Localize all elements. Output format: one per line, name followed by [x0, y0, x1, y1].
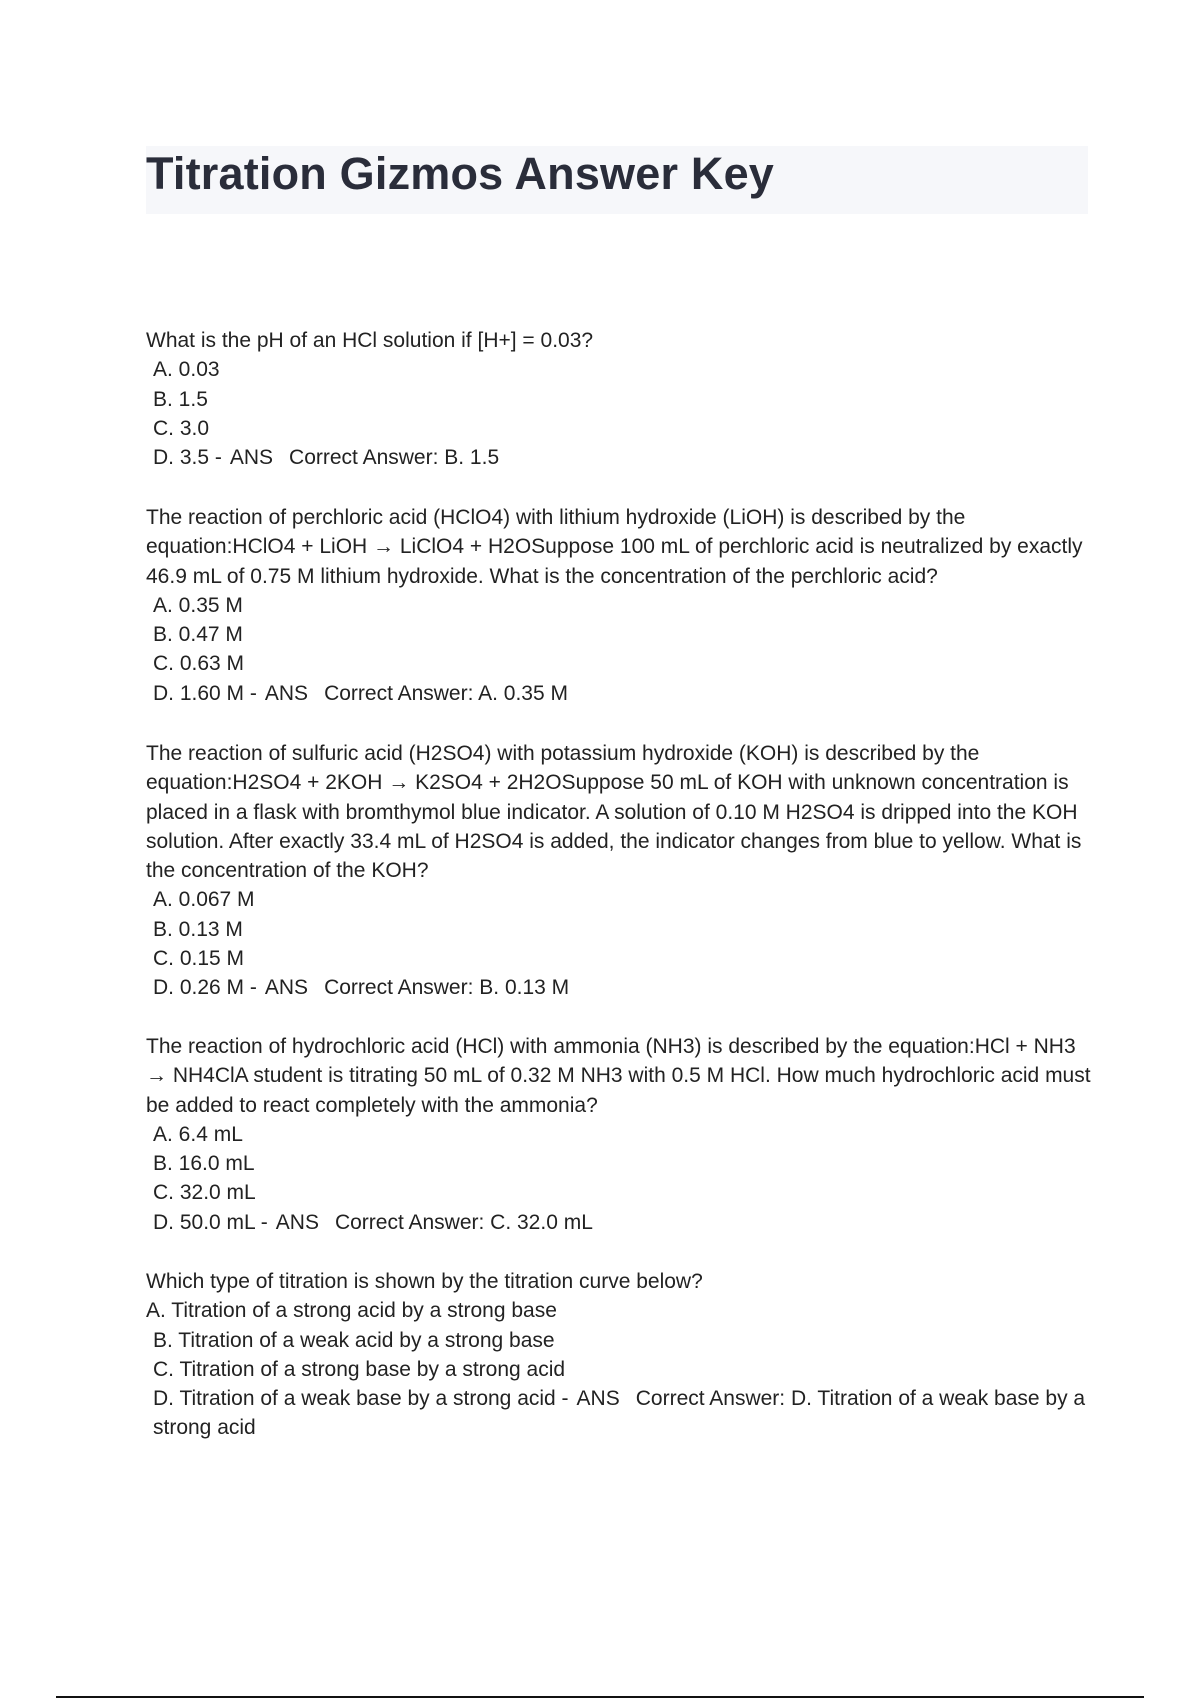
option-b: B. Titration of a weak acid by a strong base: [153, 1328, 555, 1352]
correct-answer: Correct Answer: A. 0.35 M: [324, 681, 568, 705]
option-c: C. Titration of a strong base by a strong acid: [153, 1357, 566, 1381]
ans-label: ANS: [275, 1210, 319, 1234]
ans-label: ANS: [264, 976, 309, 1000]
question-text: The reaction of sulfuric acid (H2SO4) with potassium hydroxide (KOH) is described by the equation:H2SO4 + 2KOH → K2SO4 + 2H2OSuppose 50 mL of KOH with unknown concentration is placed in a flask with bromthymol blue indicator. A solution of 0.10 M H2SO4 is dripped into the KOH solution. After exactly 33.4 mL of H2SO4 is added, the indicator changes from blue to yellow. What is the concentration of the KOH?: [146, 742, 1088, 883]
question-text: The reaction of hydrochloric acid (HCl) with ammonia (NH3) is described by the equation:HCl + NH3 → NH4ClA student is titrating 50 mL of 0.32 M NH3 with 0.5 M HCl. How much hydrochloric acid must be added to react completely with the ammonia?: [146, 1035, 1097, 1117]
question-3: [146, 739, 1091, 1003]
ans-label: ANS: [264, 681, 309, 705]
option-a: A. 0.067 M: [153, 888, 255, 912]
document-title: Titration Gizmos Answer Key: [146, 148, 775, 199]
answer-line: [146, 679, 1091, 708]
option-d: D. 50.0 mL -: [153, 1210, 268, 1234]
question-1: [146, 326, 1091, 472]
question-4: [146, 1032, 1097, 1237]
answer-line: [146, 973, 1091, 1002]
option-c: C. 32.0 mL: [153, 1181, 256, 1205]
question-5: [146, 1267, 1091, 1443]
answer-line: [146, 1384, 1091, 1443]
option-d: D. 0.26 M -: [153, 976, 257, 1000]
option-b: B. 1.5: [153, 387, 208, 411]
correct-answer: Correct Answer: B. 1.5: [289, 446, 500, 470]
ans-label: ANS: [229, 446, 274, 470]
answer-line: [146, 1208, 1091, 1237]
footer-divider: [56, 1696, 1144, 1698]
option-a: A. 0.35 M: [153, 593, 243, 617]
option-d: D. 3.5 -: [153, 446, 222, 470]
question-text: Which type of titration is shown by the titration curve below?: [146, 1270, 703, 1293]
option-a: A. Titration of a strong acid by a strong base: [146, 1299, 557, 1323]
question-text: The reaction of perchloric acid (HClO4) with lithium hydroxide (LiOH) is described by the equation:HClO4 + LiOH → LiClO4 + H2OSuppose 100 mL of perchloric acid is neutralized by exactly 46.9 mL of 0.75 M lithium hydroxide. What is the concentration of the perchloric acid?: [146, 506, 1089, 588]
question-2: [146, 503, 1091, 708]
option-d: D. 1.60 M -: [153, 681, 257, 705]
option-c: C. 0.63 M: [153, 652, 245, 676]
option-a: A. 6.4 mL: [153, 1122, 243, 1146]
correct-answer: Correct Answer: D. Titration of a weak base by a strong acid: [153, 1387, 1086, 1440]
option-b: B. 0.47 M: [153, 623, 243, 647]
option-d: D. Titration of a weak base by a strong acid -: [153, 1387, 569, 1411]
answer-line: [146, 443, 1091, 472]
option-b: B. 0.13 M: [153, 917, 243, 941]
option-b: B. 16.0 mL: [153, 1152, 255, 1176]
correct-answer: Correct Answer: B. 0.13 M: [324, 976, 570, 1000]
question-text: What is the pH of an HCl solution if [H+] = 0.03?: [146, 329, 594, 352]
option-c: C. 3.0: [153, 416, 210, 440]
ans-label: ANS: [576, 1387, 620, 1411]
option-a: A. 0.03: [153, 358, 220, 382]
correct-answer: Correct Answer: C. 32.0 mL: [334, 1210, 593, 1234]
option-c: C. 0.15 M: [153, 947, 245, 971]
